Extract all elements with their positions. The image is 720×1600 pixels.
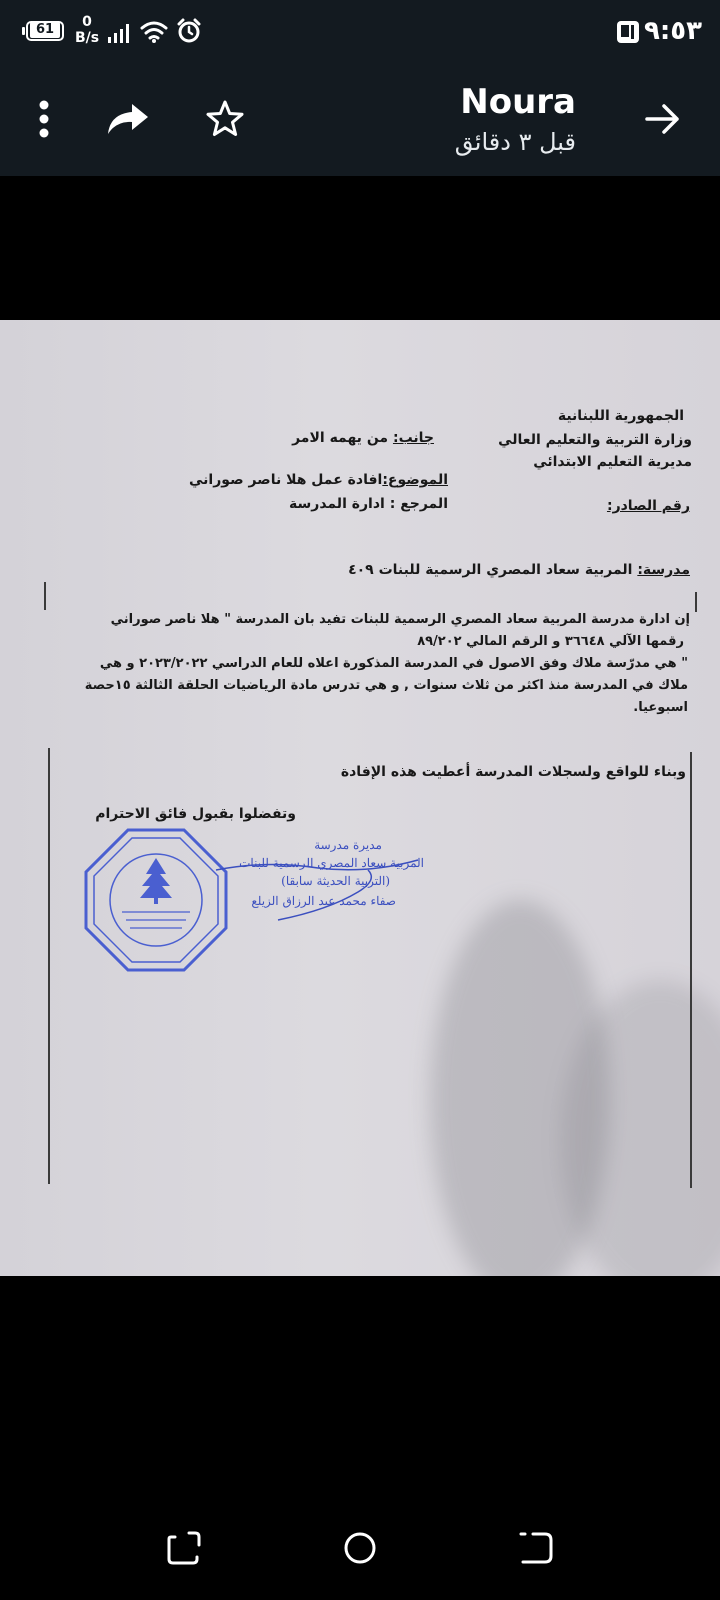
issue-number-label: رقم الصادر:	[606, 498, 690, 514]
letterhead-directorate: مديرية التعليم الابتدائي	[533, 454, 692, 470]
recipient-line	[292, 430, 434, 446]
system-back-button[interactable]	[506, 1522, 566, 1574]
margin-line	[48, 748, 50, 1184]
sent-time: قبل ٣ دقائق	[454, 128, 576, 156]
system-back-icon	[519, 1531, 553, 1565]
subject-label: الموضوع:	[382, 472, 448, 488]
school-label: مدرسة:	[637, 562, 690, 578]
image-viewer[interactable]	[0, 176, 720, 1496]
home-button[interactable]	[330, 1522, 390, 1574]
signature-scribble	[208, 840, 428, 930]
back-button[interactable]	[630, 92, 696, 146]
subject-line	[189, 472, 448, 488]
signature-line: مديرة مدرسة	[314, 838, 382, 852]
body-line: " هي مدرّسة ملاك وفق الاصول في المدرسة المذكورة اعلاه للعام الدراسي ٢٠٢٣/٢٠٢٢ و هي	[99, 656, 688, 671]
school-line	[348, 562, 690, 578]
subject-value: افادة عمل هلا ناصر صوراني	[189, 472, 383, 488]
star-button[interactable]	[198, 92, 252, 146]
body-line: رقمها الآلي ٣٦٦٤٨ و الرقم المالي ٨٩/٢٠٢	[417, 634, 684, 649]
signature-line: المربية سعاد المصري الرسمية للبنات	[239, 856, 424, 870]
margin-line	[690, 752, 692, 1188]
margin-line	[695, 592, 697, 612]
letterhead-ministry: وزارة التربية والتعليم العالي	[498, 432, 692, 448]
body-line: إن ادارة مدرسة المربية سعاد المصري الرسمية للبنات تفيد بان المدرسة " هلا ناصر صوراني	[110, 612, 690, 627]
battery-level: 61	[30, 22, 60, 38]
school-value: المربية سعاد المصري الرسمية للبنات ٤٠٩	[348, 562, 633, 578]
closing-note: وبناء للواقع ولسجلات المدرسة أعطيت هذه الإفادة	[340, 764, 686, 780]
document-image[interactable]	[0, 320, 720, 1276]
battery-icon	[22, 20, 66, 42]
status-bar	[0, 0, 720, 62]
body-line: ملاك في المدرسة منذ اكثر من ثلاث سنوات , و هي تدرس مادة الرياضيات الحلقة الثالثة ١٥حصة	[84, 678, 688, 693]
regards-line: وتفضلوا بقبول فائق الاحترام	[95, 806, 296, 822]
alarm-icon	[176, 18, 202, 44]
network-speed-unit: B/s	[74, 30, 100, 46]
more-vertical-icon	[38, 99, 50, 139]
recent-apps-button[interactable]	[154, 1522, 214, 1574]
recipient-label: جانب:	[392, 430, 434, 446]
cedar-tree-icon	[140, 858, 172, 898]
recent-apps-icon	[167, 1531, 201, 1565]
sim-icon	[616, 20, 640, 44]
more-options-button[interactable]	[24, 90, 64, 148]
viewer-top-bar	[0, 62, 720, 176]
signature-line: صفاء محمد عبد الرزاق الزيلع	[251, 894, 396, 908]
star-icon	[205, 99, 245, 139]
wifi-icon	[140, 20, 168, 44]
margin-line	[44, 582, 46, 610]
signal-icon	[108, 24, 134, 44]
network-speed	[72, 14, 102, 46]
network-speed-value: 0	[82, 14, 92, 30]
home-circle-icon	[343, 1531, 377, 1565]
reference-line: المرجع : ادارة المدرسة	[289, 496, 448, 512]
forward-button[interactable]	[98, 92, 158, 146]
clock: ٩:٥٣	[644, 16, 703, 46]
signature-line: (التربية الحديثة سابقا)	[281, 874, 390, 888]
letterhead-republic: الجمهورية اللبنانية	[557, 408, 684, 424]
recipient-value: من يهمه الامر	[292, 430, 389, 446]
navigation-bar	[0, 1496, 720, 1600]
arrow-right-icon	[645, 103, 681, 135]
forward-arrow-icon	[106, 102, 150, 136]
sender-name: Noura	[460, 82, 576, 122]
body-line: اسبوعيا.	[633, 700, 688, 715]
